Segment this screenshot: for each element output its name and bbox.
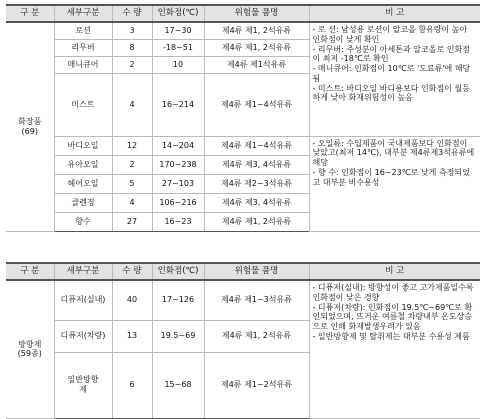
qty-cell: 40: [112, 280, 152, 320]
flash-cell: 106~216: [152, 193, 204, 212]
remark-line: - 일반방향제 및 탈취제는 대부분 수용성 제품: [312, 331, 470, 341]
remark-line: - 디퓨저(실내): 방향성이 좋고 고가제품일수록 인화점이 낮은 경향: [312, 283, 474, 302]
flash-cell: 15~68: [152, 352, 204, 418]
remark-line: - 디퓨저(차량): 인화점이 19.5℃~69℃로 확인되었으며, 뜨거운 여름철 차량내부 온도상승으로 인해 화재발생우려가 있음: [312, 302, 473, 331]
remark-line: - 리무버: 주성분이 아세톤과 알코올로 인화점이 최저 -18℃로 확인: [312, 44, 470, 64]
qty-cell: 4: [112, 73, 152, 136]
qty-cell: 5: [112, 174, 152, 193]
remark-line: - 오일류: 수입제품이 국내제품보다 인화점이 낮았고(최저 14℃), 대부분 제4류제3석유류에 해당: [312, 138, 475, 167]
flash-cell: 16~23: [152, 212, 204, 231]
sub-cell: 클렌징: [54, 193, 112, 212]
sub-cell: 로션: [54, 22, 112, 39]
col-flash-point: 인화점(℃): [152, 263, 204, 280]
col-subcategory: 세부구분: [54, 5, 112, 22]
flash-cell: 14~204: [152, 136, 204, 155]
item-cell: 제4류 제1, 2석유류: [204, 320, 309, 352]
sub-cell: 미스트: [54, 73, 112, 136]
col-hazard-item: 위험물 품명: [204, 5, 309, 22]
remarks-cell: [309, 22, 480, 136]
flash-cell: 10: [152, 56, 204, 73]
item-cell: 제4류 제1~2석유류: [204, 352, 309, 418]
col-remarks: 비 고: [309, 5, 480, 22]
flash-cell: 17~30: [152, 22, 204, 39]
item-cell: 제4류 제3, 4석유류: [204, 193, 309, 212]
item-cell: 제4류 제1~3석유류: [204, 280, 309, 320]
item-cell: 제4류 제1, 2석유류: [204, 212, 309, 231]
remark-line: - 향 수: 인화점이 16~23℃로 낮게 측정되었고 대부분 비수용성: [312, 167, 470, 187]
remark-line: - 로 션: 남성용 로션이 알코올 함유량이 높아 인화점이 낮게 확인: [312, 25, 468, 44]
sub-cell: 리무버: [54, 39, 112, 56]
qty-cell: 2: [112, 56, 152, 73]
flash-cell: 27~103: [152, 174, 204, 193]
item-cell: 제4류 제1, 2석유류: [204, 22, 309, 39]
qty-cell: 6: [112, 352, 152, 418]
flash-cell: 17~126: [152, 280, 204, 320]
sub-cell: 매니큐어: [54, 56, 112, 73]
sub-cell: 디퓨저(차량): [54, 320, 112, 352]
flash-cell: 19.5~69: [152, 320, 204, 352]
remark-line: - 매니큐어: 인화점이 10℃로 '도료류'에 해당됨: [312, 64, 471, 83]
col-remarks: 비 고: [309, 263, 480, 280]
qty-cell: 2: [112, 155, 152, 174]
qty-cell: 13: [112, 320, 152, 352]
flash-cell: 170~238: [152, 155, 204, 174]
remark-line: - 미스트: 바디오일 바디용보다 인화점이 월등하게 낮아 화재위험성이 높음: [312, 83, 470, 103]
col-category: 구 분: [6, 263, 54, 280]
qty-cell: 12: [112, 136, 152, 155]
qty-cell: 3: [112, 22, 152, 39]
item-cell: 제4류 제3, 4석유류: [204, 155, 309, 174]
sub-cell: 바디오일: [54, 136, 112, 155]
category-cell: 방향제 (59종): [6, 280, 54, 418]
sub-cell: 디퓨저(실내): [54, 280, 112, 320]
col-quantity: 수 량: [112, 263, 152, 280]
qty-cell: 27: [112, 212, 152, 231]
table-row: [6, 280, 480, 320]
sub-cell: 유아오일: [54, 155, 112, 174]
qty-cell: 4: [112, 193, 152, 212]
header-row: [6, 5, 480, 22]
sub-cell: 헤어오일: [54, 174, 112, 193]
col-hazard-item: 위험물 품명: [204, 263, 309, 280]
col-subcategory: 세부구분: [54, 263, 112, 280]
item-cell: 제4류 제1, 2석유류: [204, 39, 309, 56]
item-cell: 제4류 제1~4석유류: [204, 73, 309, 136]
col-category: 구 분: [6, 5, 54, 22]
table-row: [6, 136, 480, 155]
table-row: [6, 22, 480, 39]
header-row: [6, 263, 480, 280]
item-cell: 제4류 제2~3석유류: [204, 174, 309, 193]
remarks-cell: [309, 136, 480, 231]
sub-cell: 일반방향 제: [54, 352, 112, 418]
qty-cell: 8: [112, 39, 152, 56]
category-cell: 화장품 (69): [6, 22, 54, 231]
col-quantity: 수 량: [112, 5, 152, 22]
cosmetics-table: [6, 4, 480, 232]
air-freshener-table: [6, 262, 480, 419]
remarks-cell: [309, 280, 480, 418]
flash-cell: 16~214: [152, 73, 204, 136]
flash-cell: -18~51: [152, 39, 204, 56]
sub-cell: 향수: [54, 212, 112, 231]
col-flash-point: 인화점(℃): [152, 5, 204, 22]
item-cell: 제4류 제1~4석유류: [204, 136, 309, 155]
item-cell: 제4류 제1석유류: [204, 56, 309, 73]
